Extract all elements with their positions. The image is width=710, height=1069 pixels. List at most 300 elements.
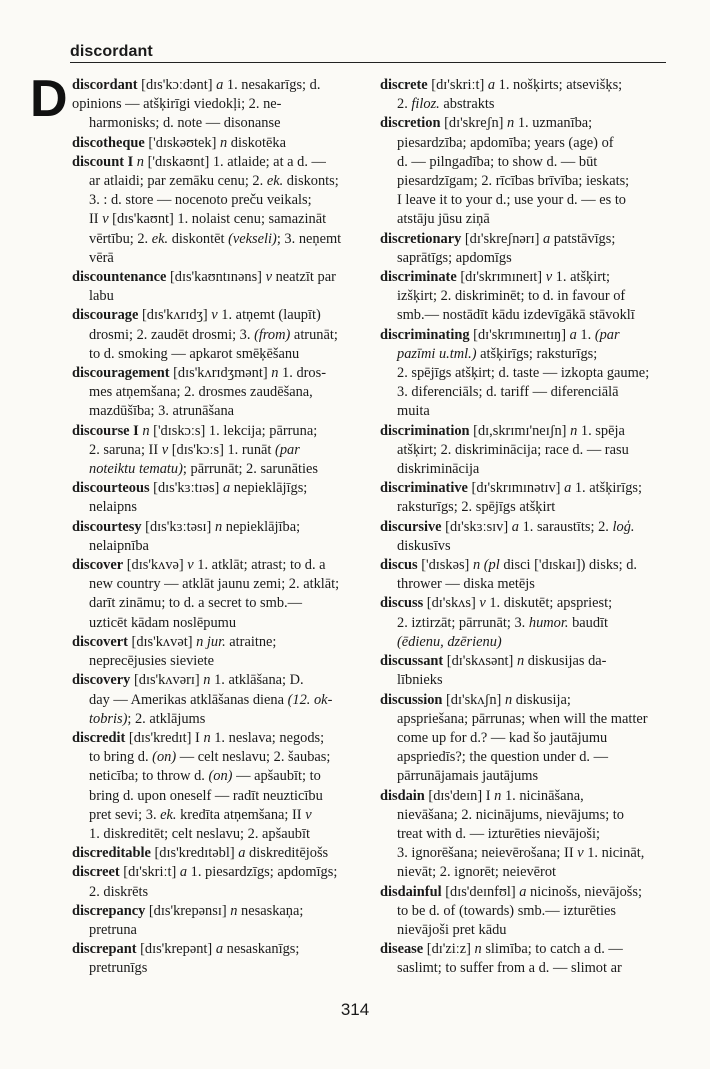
italic-label: n <box>271 365 279 382</box>
entry-text: lībnieks <box>397 672 443 689</box>
entry-text: treat with d. — izturēties nievājoši; <box>397 825 601 842</box>
right-column <box>380 76 670 979</box>
italic-label: humor. <box>528 614 569 631</box>
dictionary-entry-discourse <box>72 422 364 480</box>
italic-label: noteiktu tematu) <box>89 461 183 478</box>
entry-text: piesardzīgam; 2. rīcības brīvība; ieskats; <box>397 173 630 190</box>
entry-line <box>72 883 364 902</box>
entry-line <box>380 383 670 402</box>
italic-label: v <box>211 307 218 324</box>
entry-text: [dɪ'skɜːsɪv] <box>441 518 512 535</box>
entry-line <box>380 249 670 268</box>
entry-text: [dɪ,skrɪmɪ'neɪʃn] <box>469 422 571 439</box>
italic-label: a <box>511 518 519 535</box>
entry-line <box>72 383 364 402</box>
entry-line <box>72 863 364 882</box>
dictionary-entry-discrimination <box>380 422 670 480</box>
entry-line <box>380 902 670 921</box>
italic-label: n <box>214 518 223 535</box>
entry-text: new country — atklāt jaunu zemi; 2. atklāt; <box>89 576 340 593</box>
entry-text: I leave it to your d.; use your d. — es to <box>397 192 627 209</box>
italic-label: filoz. <box>411 96 440 113</box>
entry-line <box>72 460 364 479</box>
dictionary-entry-discus <box>380 556 670 594</box>
italic-label: (on) <box>152 749 177 766</box>
entry-text: 1. uzmanība; <box>514 115 593 132</box>
dictionary-entry-discrete <box>380 76 670 114</box>
entry-text: opinions — atšķirīgi viedokļi; 2. ne- <box>72 96 282 113</box>
entry-line <box>380 460 670 479</box>
entry-text: diskusīvs <box>397 537 451 554</box>
headword: discrepant <box>72 941 137 958</box>
entry-text: [dɪs'deɪn] I <box>424 787 495 804</box>
entry-text: 1. diskutēt; apspriest; <box>485 595 613 612</box>
entry-text: [dɪs'deɪnfʊl] <box>441 883 520 900</box>
italic-label: n <box>203 729 211 746</box>
italic-label: n <box>507 115 515 132</box>
entry-text: diskriminācija <box>397 461 480 478</box>
entry-line <box>380 518 670 537</box>
entry-line <box>380 402 670 421</box>
entry-text: d. — pilngadība; to show d. — būt <box>397 153 598 170</box>
entry-line <box>72 902 364 921</box>
italic-label: a <box>238 845 246 862</box>
entry-line <box>380 287 670 306</box>
italic-label: v <box>265 269 272 286</box>
entry-text: come up for d.? — kad šo jautājumu <box>397 729 608 746</box>
headword: discrete <box>380 77 428 93</box>
entry-line <box>380 479 670 498</box>
entry-text: [dɪ'skʌs] <box>423 595 480 612</box>
entry-text: [dɪs'kaʊnt] 1. nolaist cenu; samazināt <box>108 211 327 228</box>
dictionary-entry-discovery <box>72 671 364 729</box>
entry-line <box>72 95 364 114</box>
entry-line <box>72 306 364 325</box>
dictionary-entry-discursive <box>380 518 670 556</box>
entry-line <box>380 883 670 902</box>
entry-line <box>380 153 670 172</box>
entry-line <box>72 134 364 153</box>
entry-line <box>72 441 364 460</box>
italic-label: a <box>215 941 224 958</box>
headword: discourse I <box>72 422 139 439</box>
entry-text: 1. atklāšana; D. <box>210 672 304 689</box>
entry-text: 3. diferenciāls; d. tariff — diferenciālā <box>397 384 619 401</box>
entry-line <box>380 191 670 210</box>
headword: discussant <box>380 653 444 670</box>
dictionary-entry-discourteous <box>72 479 364 517</box>
entry-text: 2. iztirzāt; pārrunāt; 3. <box>397 614 529 631</box>
entry-text: piesardzība; apdomība; years (age) of <box>397 134 614 151</box>
italic-label: ek. <box>151 230 169 247</box>
entry-line <box>380 614 670 633</box>
entry-text: atšķirt; 2. diskriminācija; race d. — rasu <box>397 441 629 458</box>
entry-text: diskusija; <box>512 691 571 708</box>
entry-text: 2. diskrēts <box>89 883 149 900</box>
entry-line <box>72 767 364 786</box>
italic-label: n <box>570 422 578 439</box>
dictionary-entry-discriminating <box>380 326 670 422</box>
entry-text: pretruna <box>89 921 137 938</box>
headword: discovert <box>72 633 128 650</box>
entry-text: vērtību; 2. <box>89 230 152 247</box>
entry-line <box>380 556 670 575</box>
headword: discreditable <box>72 845 151 862</box>
entry-text: [dɪs'kʌvərɪ] <box>130 672 204 689</box>
entry-line <box>72 940 364 959</box>
entry-line <box>72 959 364 978</box>
entry-line <box>380 441 670 460</box>
dictionary-entry-discussant <box>380 652 670 690</box>
italic-label: n <box>203 672 211 689</box>
headword: disease <box>380 941 424 958</box>
italic-label: v <box>479 595 486 612</box>
dictionary-entry-discretion <box>380 114 670 229</box>
entry-line <box>72 364 364 383</box>
italic-label: (vekseli) <box>228 230 277 247</box>
entry-text: [dɪ'skʌʃn] <box>442 691 505 708</box>
entry-text: 1. neslava; negods; <box>210 729 325 746</box>
entry-text: diskonts; <box>283 173 339 190</box>
entry-text: — apšaubīt; to <box>232 768 321 785</box>
entry-line <box>380 940 670 959</box>
entry-text: ; 2. atklājums <box>127 710 206 727</box>
dictionary-entry-discourtesy <box>72 518 364 556</box>
headword: discover <box>72 557 124 574</box>
entry-text: izšķirt; 2. diskriminēt; to d. in favour of <box>397 288 626 305</box>
entry-line <box>72 556 364 575</box>
entry-text: nepieklājīgs; <box>230 480 308 497</box>
page-header <box>70 42 666 63</box>
italic-label: a <box>569 326 577 343</box>
entry-text: vērā <box>89 249 114 266</box>
entry-text: disci ['dɪskaɪ]) disks; d. <box>499 557 638 574</box>
entry-text: [dɪs'kʌrɪdʒmənt] <box>169 365 272 382</box>
entry-text: smb.— nostādīt kādu izdevīgākā stāvoklī <box>397 307 635 324</box>
italic-label: a <box>487 77 496 93</box>
entry-line <box>72 614 364 633</box>
entry-line <box>72 594 364 613</box>
entry-text: 1. nicināt, <box>583 845 645 862</box>
italic-label: v <box>305 806 312 823</box>
entry-text: nelaipnība <box>89 537 149 554</box>
entry-line <box>380 306 670 325</box>
dictionary-entry-discount <box>72 153 364 268</box>
entry-text: nicinošs, nievājošs; <box>526 883 642 900</box>
entry-line <box>380 710 670 729</box>
italic-label: ek. <box>266 173 284 190</box>
entry-line <box>72 191 364 210</box>
entry-text: patstāvīgs; <box>550 230 616 247</box>
entry-line <box>72 710 364 729</box>
entry-text: 1. <box>576 326 595 343</box>
dictionary-entry-discriminate <box>380 268 670 326</box>
entry-text: 1. nicināšana, <box>501 787 584 804</box>
entry-line <box>380 345 670 364</box>
entry-line <box>72 729 364 748</box>
entry-text: atrunāt; <box>290 326 338 343</box>
entry-line <box>72 787 364 806</box>
headword: discussion <box>380 691 443 708</box>
headword: discredit <box>72 729 126 746</box>
italic-label: v <box>577 845 584 862</box>
entry-text: 1. nesakarīgs; d. <box>223 77 321 93</box>
entry-line <box>380 844 670 863</box>
italic-label: pazīmi u.tml.) <box>397 345 477 362</box>
entry-line <box>380 95 670 114</box>
entry-text: ; pārrunāt; 2. sarunāties <box>182 461 318 478</box>
entry-text: nesaskanīgs; <box>223 941 300 958</box>
entry-line <box>380 364 670 383</box>
headword: discourage <box>72 307 139 324</box>
italic-label: v <box>187 557 194 574</box>
headword: discretionary <box>380 230 462 247</box>
entry-text: diskusijas da- <box>524 653 607 670</box>
entry-text: day — Amerikas atklāšanas diena <box>89 691 288 708</box>
headword: discordant <box>72 77 138 93</box>
dictionary-entry-discreet <box>72 863 364 901</box>
entry-text: nievāt; 2. ignorēt; neievērot <box>397 864 557 881</box>
entry-text: neatzīt par <box>271 269 336 286</box>
italic-label: a <box>519 883 527 900</box>
entry-text: [dɪs'kɔːs] 1. runāt <box>168 441 276 458</box>
entry-line <box>380 422 670 441</box>
entry-text: 1. atklāt; atrast; to d. a <box>193 557 326 574</box>
italic-label: (par <box>594 326 620 343</box>
dictionary-entry-discussion <box>380 691 670 787</box>
entry-line <box>72 114 364 133</box>
entry-text: 1. atņemt (laupīt) <box>217 307 321 324</box>
entry-line <box>380 767 670 786</box>
entry-text: 2. <box>397 96 412 113</box>
headword: discourteous <box>72 480 150 497</box>
headword: discountenance <box>72 269 167 286</box>
entry-line <box>72 691 364 710</box>
entry-text: pārrunājamais jautājums <box>397 768 539 785</box>
italic-label: a <box>543 230 551 247</box>
entry-line <box>72 479 364 498</box>
entry-line <box>380 863 670 882</box>
entry-text: ['dɪskəs] <box>417 557 473 574</box>
entry-text: — celt neslavu; 2. šaubas; <box>176 749 331 766</box>
italic-label: a <box>564 480 572 497</box>
entry-line <box>72 172 364 191</box>
entry-text: nepieklājība; <box>222 518 301 535</box>
italic-label: v <box>161 441 169 458</box>
entry-text: [dɪ'skʌsənt] <box>443 653 517 670</box>
entry-text: nievāšana; 2. nicinājums, nievājums; to <box>397 806 625 823</box>
entry-text: atšķirīgs; raksturīgs; <box>476 345 598 362</box>
entry-line <box>72 748 364 767</box>
entry-text: saslimt; to suffer from a d. — slimot ar <box>397 960 622 977</box>
entry-text: raksturīgs; 2. spējīgs atšķirt <box>397 499 556 516</box>
headword: disdain <box>380 787 425 804</box>
entry-line <box>380 498 670 517</box>
entry-line <box>380 76 670 95</box>
entry-line <box>380 172 670 191</box>
entry-text: [dɪs'krepənsɪ] <box>145 902 231 919</box>
left-column <box>72 76 364 979</box>
entry-line <box>72 76 364 95</box>
headword: discouragement <box>72 365 170 382</box>
entry-text: [dɪs'kʌvət] <box>127 633 197 650</box>
italic-label: n <box>494 787 502 804</box>
entry-text: ['dɪskaʊnt] 1. atlaide; at a d. — <box>144 153 326 170</box>
italic-label: a <box>216 77 224 93</box>
entry-text: 1. atšķirt; <box>552 269 611 286</box>
italic-label: (from) <box>254 326 291 343</box>
entry-line <box>380 594 670 613</box>
entry-text: [dɪ'skreʃnərɪ] <box>461 230 543 247</box>
entry-line <box>380 537 670 556</box>
entry-line <box>380 825 670 844</box>
headword: discrepancy <box>72 902 146 919</box>
headword: discus <box>380 557 418 574</box>
entry-line <box>72 249 364 268</box>
italic-label: tobris) <box>89 710 128 727</box>
headword: discriminating <box>380 326 470 343</box>
entry-text: [dɪ'skrɪmɪneɪt] <box>456 269 546 286</box>
entry-text: thrower — diska metējs <box>397 576 535 593</box>
entry-text: to be d. of (towards) smb.— izturēties <box>397 902 617 919</box>
entry-line <box>72 345 364 364</box>
dictionary-entry-discriminative <box>380 479 670 517</box>
italic-label: n <box>474 941 482 958</box>
headword: discovery <box>72 672 131 689</box>
entry-text: diskotēka <box>227 134 286 151</box>
entry-line <box>72 153 364 172</box>
dictionary-entry-disease <box>380 940 670 978</box>
headword: discuss <box>380 595 424 612</box>
entry-line <box>380 806 670 825</box>
entry-text: neprecējusies sieviete <box>89 653 215 670</box>
drop-cap-letter: D <box>30 70 68 128</box>
entry-line <box>72 230 364 249</box>
headword: discriminative <box>380 480 468 497</box>
entry-line <box>72 844 364 863</box>
dictionary-entry-discrepant <box>72 940 364 978</box>
italic-label: (on) <box>208 768 233 785</box>
headword: discount I <box>72 153 134 170</box>
entry-text: II <box>89 211 103 228</box>
entry-text: drosmi; 2. zaudēt drosmi; 3. <box>89 326 255 343</box>
entry-line <box>72 287 364 306</box>
entry-line <box>72 575 364 594</box>
italic-label: (ēdienu, dzērienu) <box>397 633 502 650</box>
entry-line <box>72 921 364 940</box>
dictionary-entry-discredit <box>72 729 364 844</box>
entry-text: baudīt <box>568 614 609 631</box>
entry-text: nelaipns <box>89 499 137 516</box>
dictionary-entry-disdain <box>380 787 670 883</box>
entry-line <box>72 518 364 537</box>
entry-text: ['dɪskəʊtek] <box>144 134 220 151</box>
dictionary-entry-discuss <box>380 594 670 652</box>
dictionary-entry-disdainful <box>380 883 670 941</box>
entry-text: [dɪs'kredɪtəbl] <box>150 845 239 862</box>
italic-label: n <box>516 653 525 670</box>
headword: discourtesy <box>72 518 142 535</box>
dictionary-entry-discourage <box>72 306 364 364</box>
entry-line <box>72 806 364 825</box>
entry-line <box>72 825 364 844</box>
entry-text: pretrunīgs <box>89 960 148 977</box>
entry-text: atstāju jūsu ziņā <box>397 211 490 228</box>
entry-text: [dɪ'skriːt] <box>119 864 180 881</box>
entry-text: ['dɪskɔːs] 1. lekcija; pārruna; <box>149 422 318 439</box>
entry-text: nesaskaņa; <box>237 902 304 919</box>
page-number: 314 <box>340 1000 370 1019</box>
entry-text: to bring d. <box>89 749 153 766</box>
italic-label: ek. <box>160 806 177 823</box>
entry-text: mazdūšība; 3. atrunāšana <box>89 403 235 420</box>
entry-line <box>380 114 670 133</box>
entry-line <box>72 671 364 690</box>
entry-line <box>380 268 670 287</box>
headword: discreet <box>72 864 120 881</box>
entry-line <box>72 402 364 421</box>
entry-line <box>380 748 670 767</box>
dictionary-entry-discouragement <box>72 364 364 422</box>
entry-text: 1. saraustīts; 2. <box>518 518 613 535</box>
entry-text: apspriešana; pārrunas; when will the matter <box>397 710 648 727</box>
entry-text: diskontēt <box>168 230 229 247</box>
headword: discriminate <box>380 269 457 286</box>
entry-line <box>380 959 670 978</box>
entry-text: [dɪs'kʌrɪdʒ] <box>138 307 212 324</box>
entry-line <box>380 210 670 229</box>
dictionary-entry-discreditable <box>72 844 364 863</box>
entry-text: [dɪs'kredɪt] I <box>125 729 204 746</box>
italic-label: a <box>222 480 231 497</box>
entry-text: [dɪs'kʌvə] <box>123 557 188 574</box>
entry-line <box>380 729 670 748</box>
headword: discotheque <box>72 134 145 151</box>
entry-text: apspriedīs?; the question under d. — <box>397 749 609 766</box>
entry-text: nievājoši pret kādu <box>397 921 507 938</box>
dictionary-entry-discordant <box>72 76 364 134</box>
entry-text: 1. spēja <box>577 422 625 439</box>
dictionary-entry-discretionary <box>380 230 670 268</box>
entry-text: [dɪ'skrɪmɪneɪtɪŋ] <box>469 326 570 343</box>
entry-line <box>380 921 670 940</box>
entry-text: 1. atšķirīgs; <box>571 480 643 497</box>
entry-line <box>380 134 670 153</box>
entry-line <box>380 787 670 806</box>
entry-text: [dɪs'kɜːtəsɪ] <box>141 518 215 535</box>
entry-text: [dɪs'kaʊntɪnəns] <box>166 269 266 286</box>
entry-line <box>380 575 670 594</box>
entry-line <box>72 537 364 556</box>
entry-line <box>380 230 670 249</box>
entry-text: to d. smoking — apkarot smēķēšanu <box>89 345 300 362</box>
entry-text: 2. saruna; II <box>89 441 162 458</box>
entry-text: uzticēt kādam noslēpumu <box>89 614 237 631</box>
dictionary-entry-discover <box>72 556 364 633</box>
entry-text: [dɪ'skrɪmɪnətɪv] <box>467 480 565 497</box>
entry-line <box>72 422 364 441</box>
italic-label: n <box>230 902 238 919</box>
entry-text: bring d. upon oneself — radīt neuzticību <box>89 787 323 804</box>
italic-label: (par <box>275 441 300 458</box>
entry-line <box>380 652 670 671</box>
italic-label: loģ. <box>612 518 635 535</box>
entry-line <box>380 326 670 345</box>
entry-text: 1. nošķirts; atsevišķs; <box>495 77 623 93</box>
entry-line <box>72 652 364 671</box>
entry-line <box>380 633 670 652</box>
headword: discursive <box>380 518 442 535</box>
